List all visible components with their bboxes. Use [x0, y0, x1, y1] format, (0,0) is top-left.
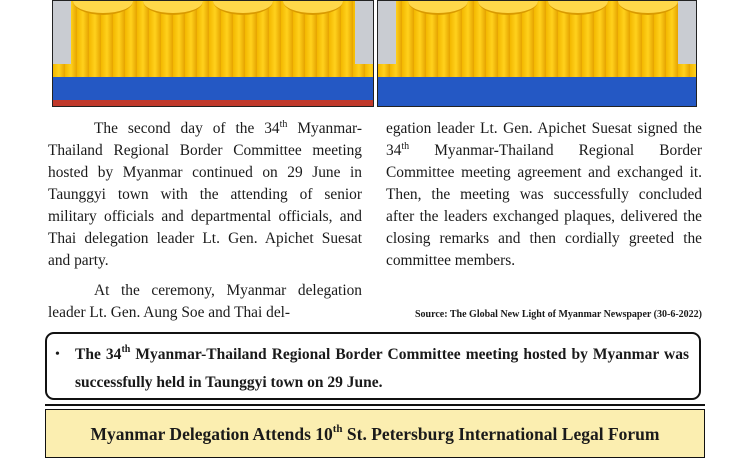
paragraph: egation leader Lt. Gen. Apichet Suesat signed the 34th Myanmar-Thailand Regional Border Committee meeting agreement and exchanged it. Then, the meeting was successfully concluded after the leaders exchanged plaques, delivered the closing remarks and then cordially greeted the committee members.	[386, 120, 702, 269]
ceremony-photo-left	[52, 0, 374, 107]
ceremony-photo-right	[377, 0, 697, 107]
source-citation: Source: The Global New Light of Myanmar Newspaper (30-6-2022)	[414, 309, 702, 320]
highlight-text: The 34th Myanmar-Thailand Regional Border Committee meeting hosted by Myanmar was successfully held in Taunggyi town on 29 June.	[75, 344, 690, 391]
highlight-box	[45, 332, 701, 400]
section-title-banner	[45, 409, 705, 458]
bullet-icon: •	[55, 347, 60, 362]
paragraph: At the ceremony, Myanmar delegation leader Lt. Gen. Aung Soe and Thai del-	[48, 282, 362, 321]
article-right-column	[386, 118, 702, 272]
section-title: Myanmar Delegation Attends 10th St. Petersburg International Legal Forum	[90, 423, 660, 444]
article-left-column	[48, 118, 362, 324]
divider	[45, 404, 705, 406]
photo-floor	[378, 77, 696, 106]
paragraph: The second day of the 34th Myanmar-Thailand Regional Border Committee meeting hosted by Myanmar continued on 29 June in Taunggyi town with the attending of senior military officials and departmental officials, and Thai delegation leader Lt. Gen. Apichet Suesat and party.	[48, 119, 363, 269]
